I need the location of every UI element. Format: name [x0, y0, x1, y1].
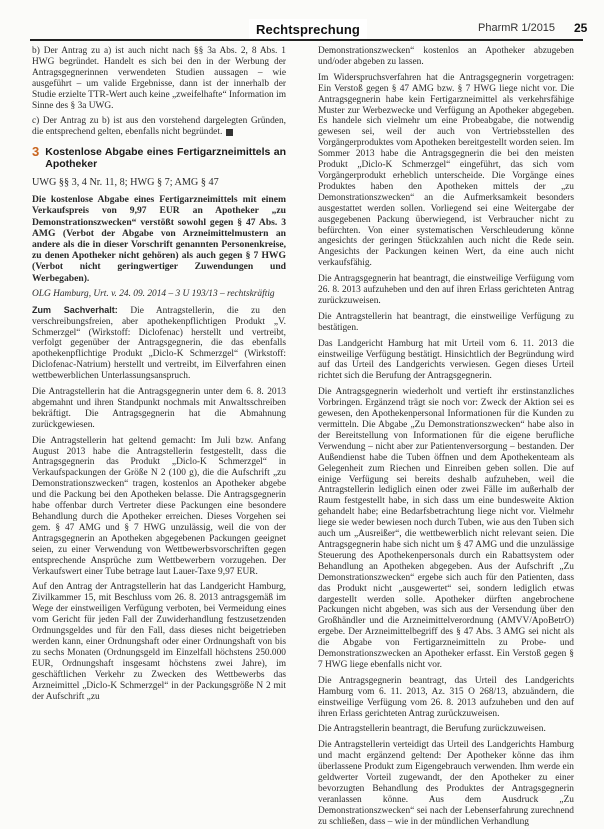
header-page-number: 25	[574, 21, 588, 35]
right-paragraph-6: Die Antragsgegnerin wiederholt und vertieft ihr erstinstanzliches Vorbringen. Ergänzend trägt sie noch vor: Zweck der Aktion sei es gewesen, den Apothekenpersonal Informationen für die Kunden zu vermitteln. Die Abgabe „Zu Demonstrationszwecken“ habe also in der Bereitstellung von Informationen für die eigene berufliche Verwendung – nicht aber zur Patientenversorgung – bestanden. Der Außendienst habe die Tuben öffnen und dem Apothekenteam als Gelegenheit zum Riechen und Einreiben geben sollen. Die auf einige Verfügung sei bereits deshalb aufzuheben, weil die Antragstellerin lediglich einen oder zwei Fälle im außerhalb der Raum festgestellt habe, in sich dass um eine bundesweite Aktion gehandelt habe; eine Bedarfsbetrachtung liege nicht vor. Vielmehr liege sie weder bewiesen noch durch Tuben, wie aus den Tuben sich auch um „Ausreißer“, die wettbewerblich nicht relevant seien. Die Antragsgegnerin habe sich nicht um § 47 AMG und die unzulässige Steuerung des Apothekenpersonals durch ein Rabattsystem oder Behandlung an Apotheken abgegeben. Aus der Aufschrift „Zu Demonstrationszwecken“ ergebe sich auch für den Patienten, dass das Produkt nicht „ausgewertet“ sei, sondern lediglich etwas dargestellt werden solle. Apotheker dürften angebrochene Packungen nicht abgeben, was sich aus der Versendung über den Großhändler und die Arzneimittelverordnung (AMVV/ApoBetrO) ergebe. Der Arzneimittelbegriff des § 47 Abs. 3 AMG sei nicht als die Abgabe von Fertigarzneimitteln zu Probe- und Demonstrationszwecken an Apotheker erfasst. Ein Verstoß gegen § 7 HWG liege ebenfalls nicht vor.	[318, 387, 574, 670]
right-paragraph-7: Die Antragsgegnerin beantragt, das Urteil des Landgerichts Hamburg vom 6. 11. 2013, Az. 315 O 268/13, abzuändern, die einstweilige Verfügung vom 26. 8. 2013 aufzuheben und den auf ihren Erlass gerichteten Antrag zurückzuweisen.	[318, 675, 574, 719]
header-journal: PharmR 1/2015	[478, 22, 556, 34]
headnote: Die kostenlose Abgabe eines Fertigarzneimittels mit einem Verkaufspreis von 9,97 EUR an Apotheker „zu Demonstrationszwecken“ verstößt sowohl gegen § 47 Abs. 3 AMG (Verbot der Abgabe von Arzneimittelmustern an andere als die in dieser Vorschrift genannten Personenkreise, zu denen Apotheker nicht gehören) als auch gegen § 7 HWG (Verbot nicht geringwertiger Zuwendungen und Werbegaben).	[32, 194, 286, 284]
facts-text-1: Die Antragstellerin, die zu den verschreibungsfreien, aber apothekenpflichtigen Produkt „V. Schmerzgel“ (Wirkstoff: Diclofenac) herstellt und vertreibt, verfolgt gegenüber der Antragsgegnerin, die das ebenfalls apothekenpflichtige Produkt „Diclo-K Schmerzgel“ (Wirkstoff: Diclofenac-Natrium) herstellt und vertreibt, im Eilverfahren einen wettbewerblichen Unterlassungsanspruch.	[32, 305, 286, 382]
left-column	[32, 46, 286, 702]
facts-paragraph-3: Die Antragstellerin hat geltend gemacht: Im Juli bzw. Anfang August 2013 habe die Antragstellerin festgestellt, dass die Antragsgegnerin das Produkt „Diclo-K Schmerzgel“ in Verkaufspackungen der Größe N 2 (100 g), die die Aufschrift „zu Demonstrationszwecken“ tragen, kostenlos an Apotheker abgebe und die Packung bei den Apotheken belasse. Die Antragsgegnerin habe offenbar durch Vertreter diese Packungen eine besondere Behandlung durch die Apotheker erreichen. Dieses Vorgehen sei gem. § 47 AMG und § 7 HWG unzulässig, weil die von der Antragsgegnerin an Apotheken abgegebenen Packungen geeignet seien, zu einer Verwendung von Wettbewerbsvorschriften gegen entsprechende Ansprüche zum Wettbewerbern vorzugehen. Der Verkaufswert einer Tube betrage laut Lauer-Taxe 9,97 EUR.	[32, 435, 286, 577]
section-title: Kostenlose Abgabe eines Fertigarzneimittels an Apotheker	[45, 146, 286, 171]
facts-paragraph-1	[32, 305, 286, 382]
paragraph-c	[32, 116, 286, 138]
right-paragraph-8: Die Antragstellerin beantragt, die Berufung zurückzuweisen.	[318, 724, 546, 735]
header-rule	[30, 39, 583, 41]
facts-paragraph-4: Auf den Antrag der Antragstellerin hat das Landgericht Hamburg, Zivilkammer 15, mit Beschluss vom 26. 8. 2013 antragsgemäß im Wege der einstweiligen Verfügung verboten, bei Vermeidung eines vom Gericht für jeden Fall der Zuwiderhandlung festzusetzenden Ordnungsgeldes und für den Fall, dass dieses nicht beigetrieben werden kann, einer Ordnungshaft oder einer Ordnungshaft von bis zu sechs Monaten (Ordnungsgeld im Einzelfall höchstens 250.000 EUR, Ordnungshaft insgesamt höchstens zwei Jahre), im geschäftlichen Verkehr zu Zwecken des Wettbewerbs das Arzneimittel „Diclo-K Schmerzgel“ in der Packungsgröße N 2 mit der Aufschrift „zu	[32, 582, 286, 702]
header-section-title: Rechtsprechung	[256, 22, 360, 37]
paragraph-b: b) Der Antrag zu a) ist auch nicht nach §§ 3a Abs. 2, 8 Abs. 1 HWG begründet. Handelt es sich bei den in der Werbung der Antragsgegnerinnen verwendeten Studien aussagen – wie ausgeführt – um valide Ergebnisse, dann ist der innerhalb der Studie erzielte TTR-Wert auch keine „zweifelhafte“ Information im Sinne des § 3a UWG.	[32, 46, 286, 111]
right-paragraph-3: Die Antragsgegnerin hat beantragt, die einstweilige Verfügung vom 26. 8. 2013 aufzuheben und den auf ihren Erlass gerichteten Antrag zurückzuweisen.	[318, 274, 574, 306]
right-paragraph-4: Die Antragstellerin hat beantragt, die einstweilige Verfügung zu bestätigen.	[318, 311, 574, 333]
facts-paragraph-2: Die Antragstellerin hat die Antragsgegnerin unter dem 6. 8. 2013 abgemahnt und ihren Standpunkt nochmals mit Anwaltsschreiben bekräftigt. Die Antragsgegnerin hat die Abmahnung zurückgewiesen.	[32, 387, 286, 430]
right-column	[318, 46, 574, 828]
court-citation: OLG Hamburg, Urt. v. 24. 09. 2014 – 3 U 193/13 – rechtskräftig	[32, 288, 275, 299]
paragraph-c-text: c) Der Antrag zu b) ist aus den vorstehend dargelegten Gründen, die entsprechend gelten, ebenfalls nicht begründet.	[32, 116, 286, 138]
right-paragraph-2: Im Widerspruchsverfahren hat die Antragsgegnerin vorgetragen: Ein Verstoß gegen § 47 AMG bzw. § 7 HWG liege nicht vor. Die Antragsgegnerin habe kein Fertigarzneimittel als verkehrsfähige Muster zur Werbezwecke und Verfügung an Apotheker abgegeben. Es handele sich vielmehr um eine Probeabgabe, die notwendig gewesen sei, weil der auch von Vertriebsstellen des Vorgängerproduktes vom Apotheken bereitgestellt worden seien. Im Sommer 2013 habe die Antragsgegnerin die bei den meisten Produkt „Diclo-K Schmerzgel“ eingeführt, das sich vom Vorgängerprodukt erheblich unterscheide. Die Vorgänge eines Produktes haben den Apotheken mittels der „zu Demonstrationszwecken“ an die Aufmerksamkeit besonders ausgestattet werden sollen. Vorliegend sei eine Weitergabe der ausgegebenen Packung überwiegend, ist Verbraucher nicht zu befürchten. Von einer systematischen Verschleuderung könne angesichts der geringen Stückzahlen auch nicht die Rede sein. Angesichts der Packungen keinen Wert, da eine auch nicht verkaufsfähig.	[318, 72, 574, 269]
right-paragraph-9: Die Antragstellerin verteidigt das Urteil des Landgerichts Hamburg und macht ergänzend geltend: Der Apotheker könne das ihm überlassene Produkt zum Eigengebrauch verwenden. Ihm werde ein geldwerter Vorteil zugewandt, der den Apotheker zu einer bevorzugten Behandlung des Produktes der Antragsgegnerin veranlassen könne. Aus dem Ausdruck „Zu Demonstrationszwecken“ sei nach der Lebenserfahrung zurechnend zu schließen, dass – wie in der mündlichen Verhandlung	[318, 740, 574, 827]
section-number: 3	[32, 144, 40, 160]
end-mark-icon	[226, 129, 233, 136]
facts-label: Zum Sachverhalt:	[32, 304, 118, 315]
right-paragraph-1: Demonstrationszwecken“ kostenlos an Apotheker abzugeben und/oder abgeben zu lassen.	[318, 46, 574, 67]
cited-laws: UWG §§ 3, 4 Nr. 11, 8; HWG § 7; AMG § 47	[32, 177, 219, 189]
section-heading	[32, 146, 286, 170]
right-paragraph-5: Das Landgericht Hamburg hat mit Urteil vom 6. 11. 2013 die einstweilige Verfügung bestätigt. Hinsichtlich der Begründung wird auf das Urteil des Landgerichts verwiesen. Gegen dieses Urteil richtet sich die Berufung der Antragsgegnerin.	[318, 338, 574, 382]
